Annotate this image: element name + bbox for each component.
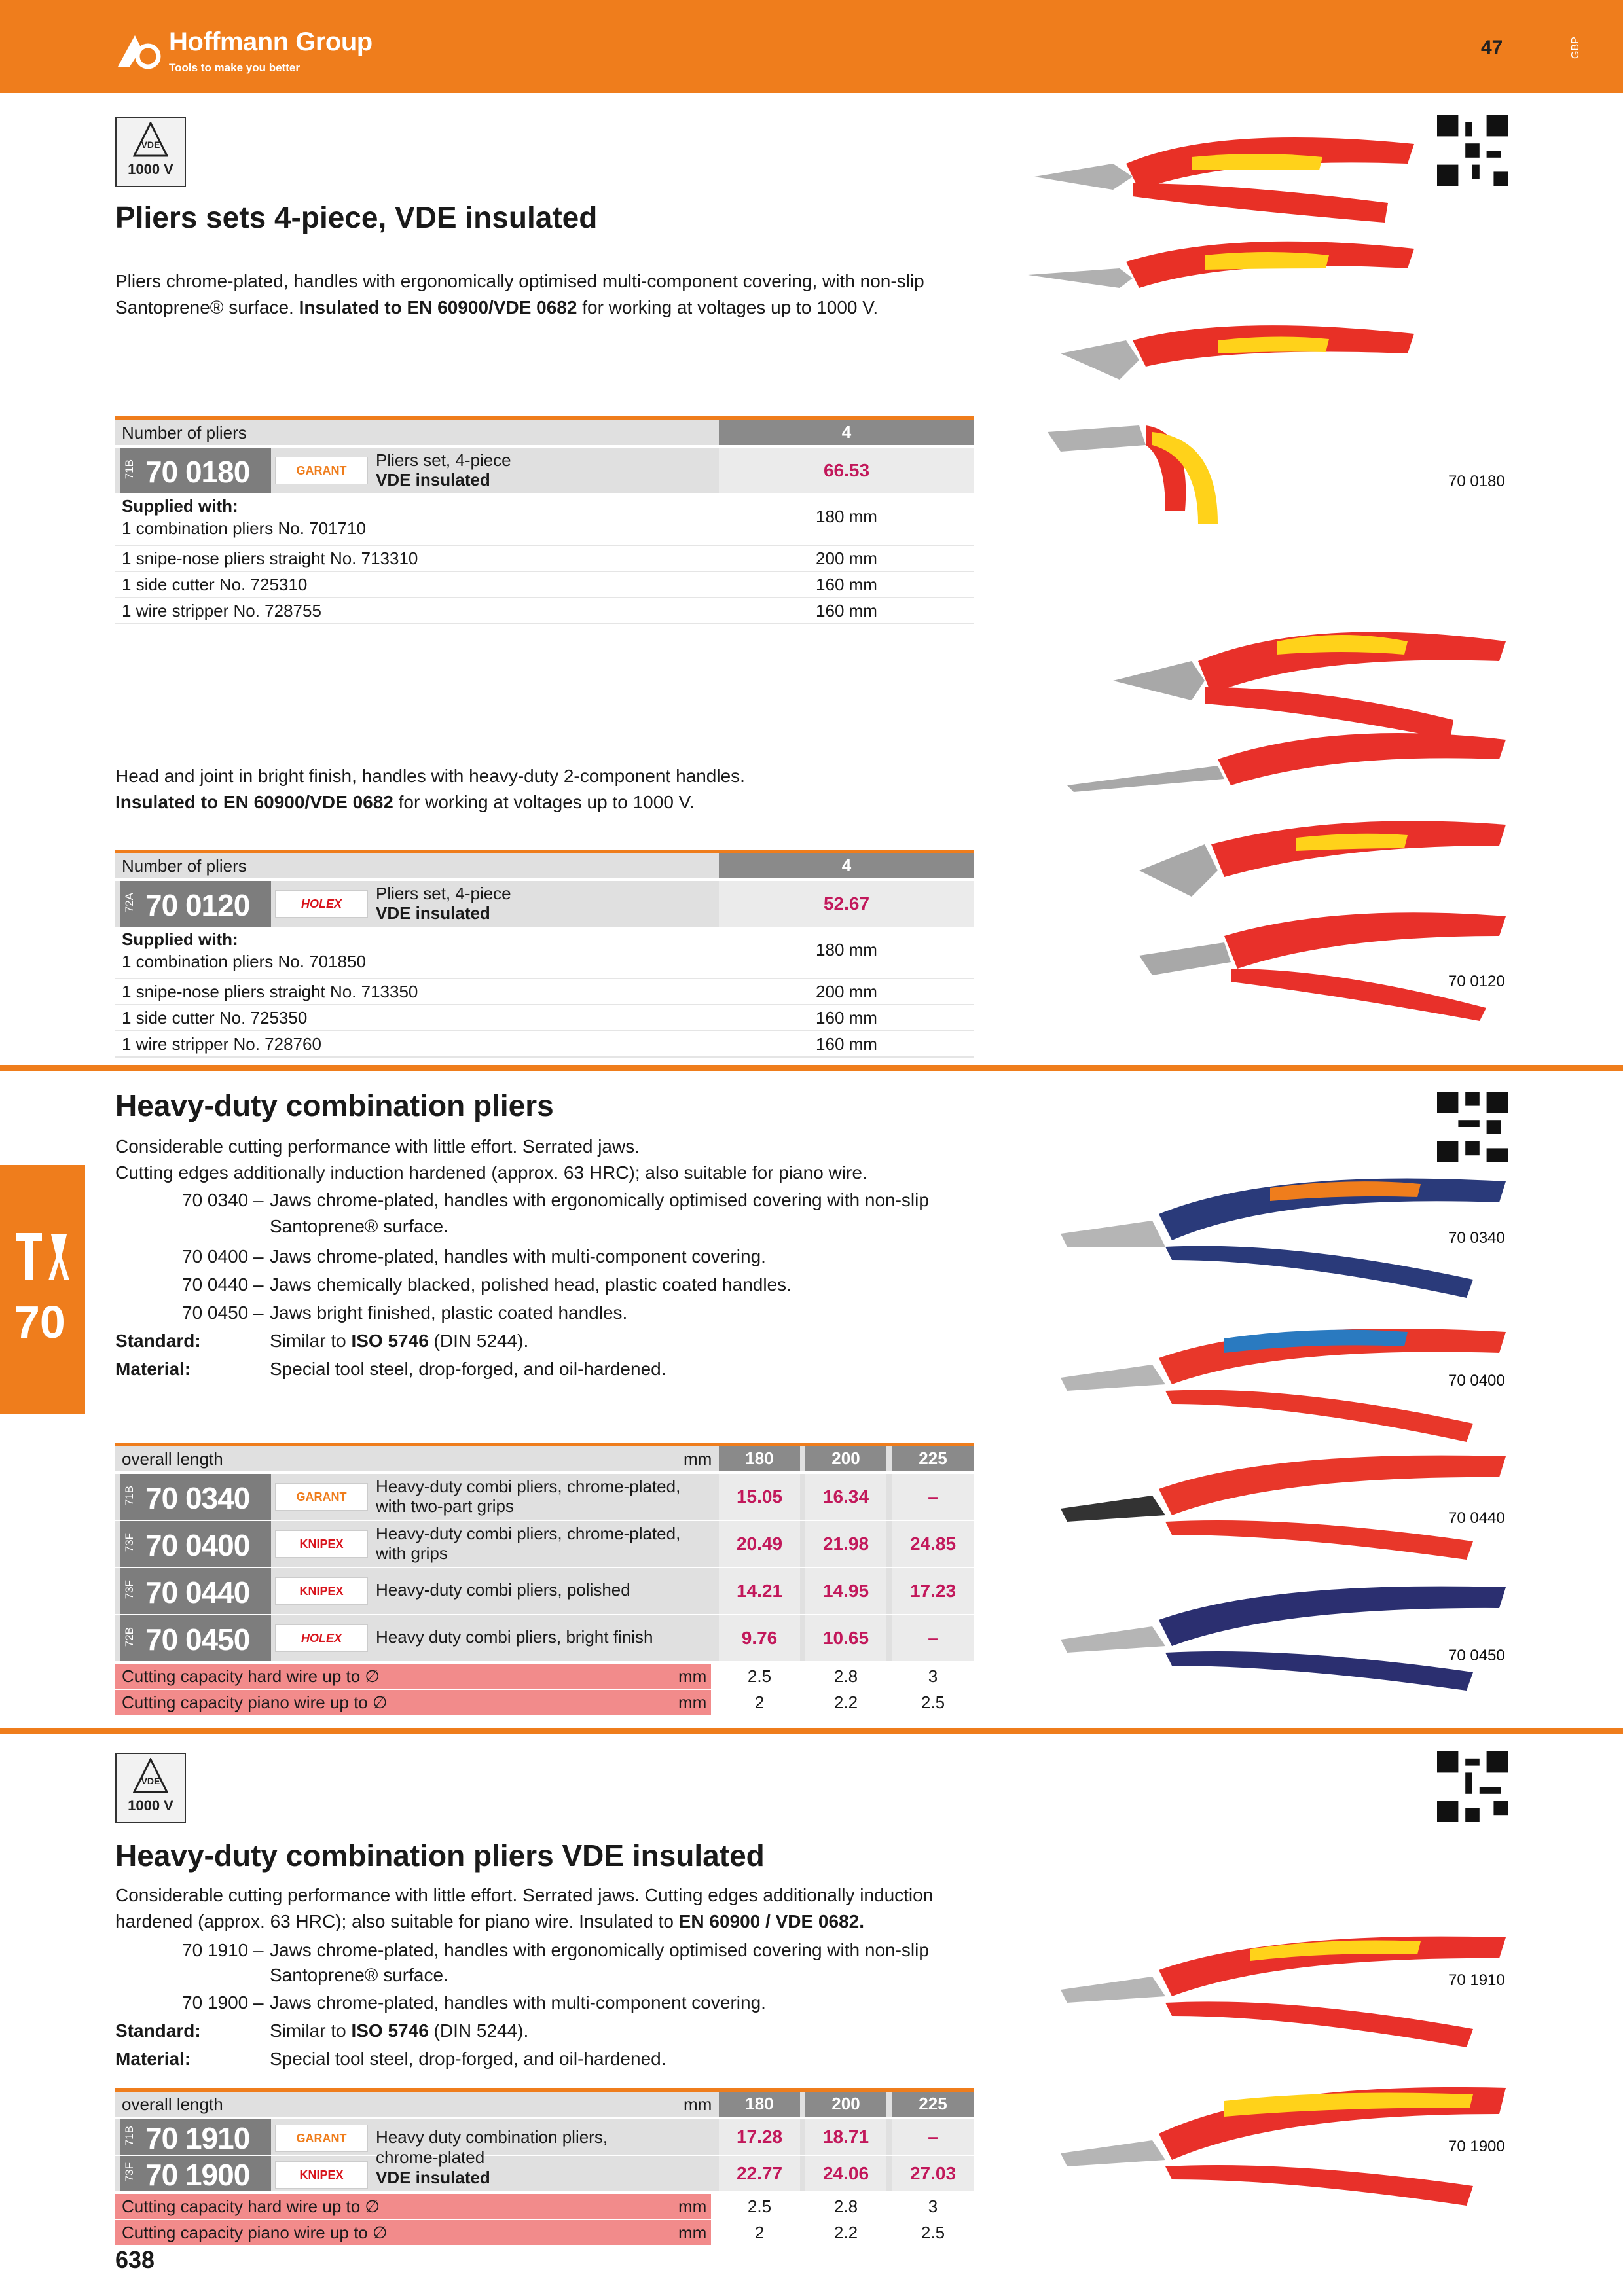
price: 16.34 bbox=[822, 1486, 869, 1507]
product-table bbox=[115, 850, 974, 1058]
table-header bbox=[115, 1443, 974, 1471]
cut-value: 2.5 bbox=[747, 1666, 772, 1686]
pliers-700340 bbox=[1061, 1179, 1506, 1298]
table-row[interactable] bbox=[115, 1474, 974, 1520]
supplied-item: 1 combination pliers No. 701710 bbox=[122, 518, 366, 538]
desc-line: with grips bbox=[376, 1543, 448, 1563]
feature-code: 70 1910 – bbox=[182, 1940, 264, 1960]
supplied-item: 1 snipe-nose pliers straight No. 713350 bbox=[122, 982, 418, 1001]
feature-code: 70 0440 – bbox=[182, 1274, 264, 1295]
spec-row bbox=[115, 1327, 986, 1355]
feature-list bbox=[115, 1186, 986, 1383]
feature-text: Jaws chrome-plated, handles with multi-component covering. bbox=[270, 1992, 766, 2013]
price: 27.03 bbox=[909, 2163, 957, 2183]
size-header: 180 bbox=[719, 1446, 800, 1471]
feature-text: Santoprene® surface. bbox=[270, 1216, 448, 1236]
cut-label-bg bbox=[115, 1690, 711, 1715]
size-header: 200 bbox=[805, 1446, 886, 1471]
cut-capacity-row bbox=[115, 1664, 974, 1689]
brand-logo: KNIPEX bbox=[275, 2161, 368, 2189]
article-number bbox=[120, 1521, 271, 1567]
qr-code-icon[interactable] bbox=[1437, 115, 1508, 186]
pliers-set-vde-image bbox=[1021, 118, 1427, 537]
price: 20.49 bbox=[736, 1534, 783, 1554]
product-description bbox=[376, 1477, 680, 1516]
supplied-size: 200 mm bbox=[816, 982, 877, 1001]
supplied-size: 160 mm bbox=[816, 1008, 877, 1028]
cut-capacity-row bbox=[115, 1690, 974, 1715]
price: 24.85 bbox=[909, 1534, 957, 1554]
table-header bbox=[115, 850, 974, 878]
supplied-row bbox=[115, 598, 974, 624]
image-label: 70 0120 bbox=[1448, 973, 1505, 990]
article-code: 70 0450 bbox=[145, 1623, 250, 1657]
price: 22.77 bbox=[736, 2163, 783, 2183]
size-header: 200 bbox=[805, 2092, 886, 2117]
table-row[interactable] bbox=[115, 1568, 974, 1614]
brand-logo: KNIPEX bbox=[275, 1530, 368, 1558]
feature-text: Santoprene® surface. bbox=[270, 1965, 448, 1985]
list-item bbox=[115, 1988, 986, 2017]
desc-line: Heavy duty combination pliers, bbox=[376, 2127, 608, 2147]
price: – bbox=[928, 2126, 938, 2147]
table-row[interactable] bbox=[115, 448, 974, 493]
qr-code-icon[interactable] bbox=[1437, 1751, 1508, 1822]
table-header bbox=[115, 416, 974, 445]
section-divider bbox=[0, 1728, 1623, 1734]
section-title: Heavy-duty combination pliers VDE insulated bbox=[115, 1839, 765, 1873]
feature-code: 70 0450 – bbox=[182, 1302, 264, 1323]
unit-label: mm bbox=[678, 2197, 707, 2216]
product-description bbox=[376, 450, 511, 490]
standard-bold: ISO 5746 bbox=[351, 2020, 429, 2041]
language-code: GBP bbox=[1570, 37, 1581, 59]
desc-line: Considerable cutting performance with little effort. Serrated jaws. bbox=[115, 1136, 640, 1157]
qr-code-icon[interactable] bbox=[1437, 1092, 1508, 1162]
vde-triangle-icon bbox=[133, 1758, 168, 1795]
cut-label-bg bbox=[115, 2194, 711, 2219]
desc-line: Heavy-duty combi pliers, polished bbox=[376, 1580, 630, 1600]
cut-capacity-row bbox=[115, 2194, 974, 2219]
list-item bbox=[115, 1242, 986, 1270]
supplied-size: 160 mm bbox=[816, 575, 877, 594]
material-text: Special tool steel, drop-forged, and oil-hardened. bbox=[270, 2049, 666, 2069]
product-group bbox=[115, 2119, 974, 2191]
price: 10.65 bbox=[822, 1628, 869, 1648]
price: 9.76 bbox=[741, 1628, 778, 1648]
brand-logo: GARANT bbox=[275, 1483, 368, 1511]
cut-label: Cutting capacity piano wire up to ∅ bbox=[122, 1693, 388, 1712]
price: 24.06 bbox=[822, 2163, 869, 2183]
article-number bbox=[120, 448, 271, 493]
price: 18.71 bbox=[822, 2126, 869, 2147]
supplied-row bbox=[115, 979, 974, 1005]
price: – bbox=[928, 1628, 938, 1648]
desc-line: Heavy-duty combi pliers, chrome-plated, bbox=[376, 1524, 681, 1543]
spec-row bbox=[115, 2017, 986, 2045]
image-label: 70 0440 bbox=[1448, 1509, 1505, 1527]
vde-voltage: 1000 V bbox=[128, 1797, 173, 1814]
standard-label: Standard: bbox=[115, 2020, 201, 2041]
brand-logo: GARANT bbox=[275, 457, 368, 484]
product-description bbox=[376, 1524, 680, 1563]
spec-row bbox=[115, 2045, 986, 2073]
unit-label: mm bbox=[678, 1666, 707, 1686]
article-number bbox=[120, 1474, 271, 1520]
article-code: 70 0340 bbox=[145, 1481, 250, 1515]
unit-label: mm bbox=[678, 1693, 707, 1712]
feature-text: Jaws chrome-plated, handles with ergonomically optimised covering with non-slip bbox=[270, 1190, 929, 1210]
section-description bbox=[115, 1882, 986, 1935]
article-number bbox=[120, 1615, 271, 1661]
cut-capacity-row bbox=[115, 2220, 974, 2245]
desc-line: Pliers set, 4-piece bbox=[376, 884, 511, 903]
product-description bbox=[376, 884, 511, 923]
list-item bbox=[115, 1936, 986, 1988]
brand-tagline: Tools to make you better bbox=[169, 62, 300, 74]
chapter-number: 70 bbox=[14, 1297, 65, 1348]
supplied-label: Supplied with: bbox=[122, 929, 238, 949]
image-label: 70 0180 bbox=[1448, 473, 1505, 490]
combination-pliers-images bbox=[1054, 1168, 1512, 1705]
section-description bbox=[115, 763, 986, 816]
catalog-code: 71B bbox=[123, 459, 136, 480]
table-header-label: Number of pliers bbox=[122, 856, 247, 876]
size-header: 225 bbox=[892, 2092, 974, 2117]
catalog-code: 73F bbox=[123, 1580, 136, 1600]
standard-text: (DIN 5244). bbox=[428, 1331, 529, 1351]
price: 66.53 bbox=[823, 460, 870, 480]
table-header bbox=[115, 2088, 974, 2117]
list-item bbox=[115, 1186, 986, 1242]
chapter-tab bbox=[0, 1165, 85, 1414]
cut-label: Cutting capacity piano wire up to ∅ bbox=[122, 2223, 388, 2242]
svg-text:VDE: VDE bbox=[141, 139, 160, 150]
desc-bold: EN 60900 / VDE 0682. bbox=[678, 1911, 864, 1931]
cut-label: Cutting capacity hard wire up to ∅ bbox=[122, 1666, 380, 1686]
image-label: 70 1910 bbox=[1448, 1971, 1505, 1989]
brand-logo: KNIPEX bbox=[275, 1577, 368, 1605]
vde-badge bbox=[115, 1753, 186, 1823]
supplied-row bbox=[115, 1005, 974, 1031]
supplied-row bbox=[115, 1031, 974, 1058]
supplied-size: 180 mm bbox=[816, 940, 877, 960]
standard-text: Similar to bbox=[270, 2020, 352, 2041]
desc-line: chrome-plated bbox=[376, 2147, 485, 2167]
desc-text: Pliers chrome-plated, handles with ergonomically optimised multi-component covering, with non-slip Santoprene® surface. bbox=[115, 271, 924, 317]
vde-badge bbox=[115, 117, 186, 187]
cut-value: 2 bbox=[754, 1693, 765, 1712]
desc-text-end: for working at voltages up to 1000 V. bbox=[393, 792, 695, 812]
supplied-row bbox=[115, 493, 974, 546]
material-text: Special tool steel, drop-forged, and oil-hardened. bbox=[270, 1359, 666, 1379]
article-code: 70 0400 bbox=[145, 1528, 250, 1562]
pliers-700450 bbox=[1061, 1587, 1506, 1691]
catalog-code: 71B bbox=[123, 1486, 136, 1506]
desc-line: Heavy duty combi pliers, bright finish bbox=[376, 1627, 653, 1647]
material-label: Material: bbox=[115, 2049, 191, 2069]
article-code: 70 1900 bbox=[145, 2158, 250, 2192]
brand-logo: GARANT bbox=[275, 2125, 368, 2152]
supplied-row bbox=[115, 546, 974, 572]
product-description bbox=[376, 1580, 630, 1600]
image-label: 70 0450 bbox=[1448, 1647, 1505, 1664]
product-table bbox=[115, 1443, 974, 1715]
supplied-item: 1 side cutter No. 725350 bbox=[122, 1008, 308, 1028]
section-description bbox=[115, 268, 986, 321]
standard-text: Similar to bbox=[270, 1331, 352, 1351]
section-title: Heavy-duty combination pliers bbox=[115, 1088, 554, 1122]
cut-label-bg bbox=[115, 2220, 711, 2245]
cut-value: 2.2 bbox=[833, 2223, 858, 2242]
supplied-item: 1 combination pliers No. 701850 bbox=[122, 952, 366, 971]
supplied-size: 160 mm bbox=[816, 601, 877, 620]
table-header-label: Number of pliers bbox=[122, 423, 247, 442]
unit-label: mm bbox=[684, 1449, 712, 1469]
supplied-size: 200 mm bbox=[816, 548, 877, 568]
product-table bbox=[115, 2088, 974, 2245]
cut-label-bg bbox=[115, 1664, 711, 1689]
catalog-code: 73F bbox=[123, 2162, 136, 2182]
product-description bbox=[376, 1627, 653, 1647]
desc-line-bold: VDE insulated bbox=[376, 903, 490, 923]
product-description bbox=[376, 2127, 608, 2188]
price: 21.98 bbox=[822, 1534, 869, 1554]
supplied-item: 1 wire stripper No. 728755 bbox=[122, 601, 321, 620]
size-header: 225 bbox=[892, 1446, 974, 1471]
cut-value: 2 bbox=[754, 2223, 765, 2242]
list-item bbox=[115, 1299, 986, 1327]
pliers-701900 bbox=[1061, 2087, 1506, 2206]
section-description bbox=[115, 1134, 986, 1186]
brand-name: Hoffmann Group bbox=[169, 27, 373, 56]
price: – bbox=[928, 1486, 938, 1507]
image-label: 70 1900 bbox=[1448, 2138, 1505, 2155]
desc-line: with two-part grips bbox=[376, 1496, 514, 1516]
desc-line: Cutting edges additionally induction hardened (approx. 63 HRC); also suitable for piano wire. bbox=[115, 1162, 867, 1183]
section-divider bbox=[0, 1065, 1623, 1071]
unit-label: mm bbox=[684, 2094, 712, 2114]
page-number-top: 47 bbox=[1481, 37, 1503, 58]
brand-logo: HOLEX bbox=[275, 890, 368, 918]
supplied-size: 160 mm bbox=[816, 1034, 877, 1054]
catalog-code: 72B bbox=[123, 1627, 136, 1647]
material-label: Material: bbox=[115, 1359, 191, 1379]
vde-combination-pliers-images bbox=[1054, 1918, 1512, 2219]
article-code: 70 0440 bbox=[145, 1575, 250, 1609]
article-number bbox=[120, 2119, 271, 2155]
article-code: 70 1910 bbox=[145, 2121, 250, 2155]
price: 14.95 bbox=[822, 1581, 869, 1601]
cut-value: 3 bbox=[928, 2197, 938, 2216]
vde-triangle-icon bbox=[133, 122, 168, 158]
desc-line: Heavy-duty combi pliers, chrome-plated, bbox=[376, 1477, 681, 1496]
price: 17.28 bbox=[736, 2126, 783, 2147]
svg-text:VDE: VDE bbox=[141, 1776, 160, 1786]
cut-value: 2.5 bbox=[921, 1693, 945, 1712]
supplied-item: 1 side cutter No. 725310 bbox=[122, 575, 308, 594]
table-header-label: overall length bbox=[122, 1449, 223, 1469]
supplied-row bbox=[115, 927, 974, 979]
vde-voltage: 1000 V bbox=[128, 161, 173, 177]
catalog-code: 71B bbox=[123, 2126, 136, 2146]
article-code: 70 0120 bbox=[145, 888, 250, 922]
image-label: 70 0340 bbox=[1448, 1229, 1505, 1247]
desc-line-bold: VDE insulated bbox=[376, 2168, 490, 2187]
feature-code: 70 0400 – bbox=[182, 1246, 264, 1266]
tools-icon bbox=[13, 1230, 72, 1283]
price: 17.23 bbox=[909, 1581, 957, 1601]
pliers-701910 bbox=[1061, 1937, 1506, 2047]
product-table bbox=[115, 416, 974, 624]
supplied-item: 1 snipe-nose pliers straight No. 713310 bbox=[122, 548, 418, 568]
table-row[interactable] bbox=[115, 881, 974, 927]
article-number bbox=[120, 1568, 271, 1614]
supplied-label: Supplied with: bbox=[122, 496, 238, 516]
pliers-700440 bbox=[1061, 1456, 1506, 1560]
feature-text: Jaws chrome-plated, handles with ergonomically optimised covering with non-slip bbox=[270, 1940, 929, 1960]
supplied-item: 1 wire stripper No. 728760 bbox=[122, 1034, 321, 1054]
feature-list bbox=[115, 1936, 986, 2073]
spec-row bbox=[115, 1355, 986, 1383]
cut-value: 2.8 bbox=[833, 1666, 858, 1686]
supplied-size: 180 mm bbox=[816, 507, 877, 526]
feature-code: 70 0340 – bbox=[182, 1190, 264, 1210]
desc-bold: Insulated to EN 60900/VDE 0682 bbox=[115, 792, 393, 812]
feature-code: 70 1900 – bbox=[182, 1992, 264, 2013]
table-row[interactable] bbox=[115, 1615, 974, 1661]
feature-text: Jaws bright finished, plastic coated handles. bbox=[270, 1302, 628, 1323]
price: 14.21 bbox=[736, 1581, 783, 1601]
price: 15.05 bbox=[736, 1486, 783, 1507]
desc-text: hardened (approx. 63 HRC); also suitable for piano wire. Insulated to bbox=[115, 1911, 679, 1931]
catalog-code: 72A bbox=[123, 893, 136, 913]
page-number-bottom: 638 bbox=[115, 2246, 155, 2273]
desc-text: Head and joint in bright finish, handles with heavy-duty 2-component handles. bbox=[115, 766, 745, 786]
article-number bbox=[120, 881, 271, 927]
image-label: 70 0400 bbox=[1448, 1372, 1505, 1390]
cut-value: 3 bbox=[928, 1666, 938, 1686]
section-title: Pliers sets 4-piece, VDE insulated bbox=[115, 200, 598, 234]
cut-value: 2.2 bbox=[833, 1693, 858, 1712]
supplied-row bbox=[115, 572, 974, 598]
pliers-700400 bbox=[1061, 1329, 1506, 1442]
desc-line: Pliers set, 4-piece bbox=[376, 450, 511, 470]
cut-value: 2.5 bbox=[921, 2223, 945, 2242]
standard-label: Standard: bbox=[115, 1331, 201, 1351]
standard-bold: ISO 5746 bbox=[351, 1331, 429, 1351]
table-header-value: 4 bbox=[719, 420, 974, 445]
table-header-label: overall length bbox=[122, 2094, 223, 2114]
feature-text: Jaws chrome-plated, handles with multi-component covering. bbox=[270, 1246, 766, 1266]
cut-value: 2.8 bbox=[833, 2197, 858, 2216]
desc-line-bold: VDE insulated bbox=[376, 470, 490, 490]
table-header-value: 4 bbox=[719, 853, 974, 878]
article-code: 70 0180 bbox=[145, 455, 250, 489]
hoffmann-logo-icon bbox=[115, 30, 162, 69]
unit-label: mm bbox=[678, 2223, 707, 2242]
cut-value: 2.5 bbox=[747, 2197, 772, 2216]
feature-text: Jaws chemically blacked, polished head, plastic coated handles. bbox=[270, 1274, 792, 1295]
standard-text: (DIN 5244). bbox=[428, 2020, 529, 2041]
list-item bbox=[115, 1270, 986, 1299]
article-number bbox=[120, 2156, 271, 2191]
catalog-code: 73F bbox=[123, 1533, 136, 1552]
desc-text-end: for working at voltages up to 1000 V. bbox=[577, 297, 879, 317]
price: 52.67 bbox=[823, 893, 870, 914]
brand-logo: HOLEX bbox=[275, 1624, 368, 1652]
size-header: 180 bbox=[719, 2092, 800, 2117]
desc-bold: Insulated to EN 60900/VDE 0682 bbox=[299, 297, 577, 317]
table-row[interactable] bbox=[115, 1521, 974, 1567]
desc-line: Considerable cutting performance with little effort. Serrated jaws. Cutting edges additionally induction bbox=[115, 1885, 934, 1905]
cut-label: Cutting capacity hard wire up to ∅ bbox=[122, 2197, 380, 2216]
